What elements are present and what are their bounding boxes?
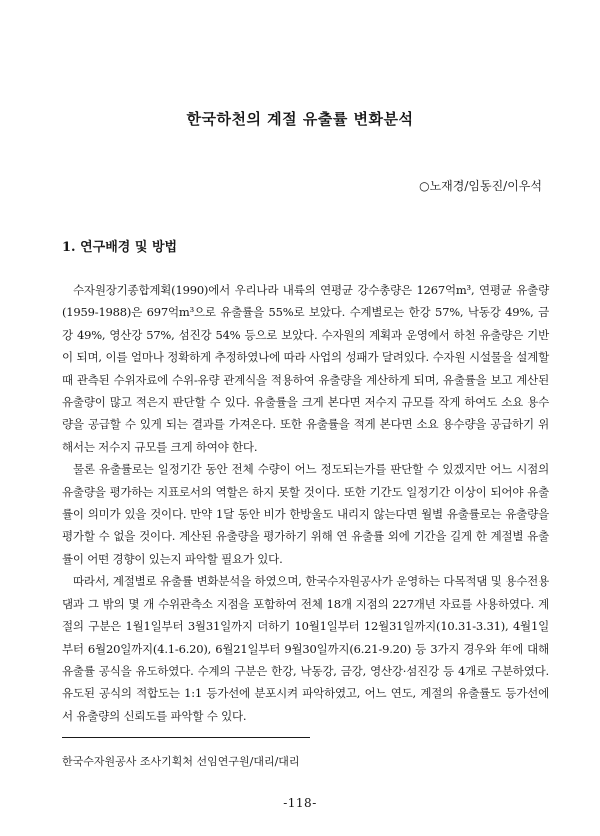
paragraph-1: 수자원장기종합계획(1990)에서 우리나라 내륙의 연평균 강수총량은 1267억m³, 연평균 유출량(1959-1988)은 697억m³으로 유출률을 55%로 보았다. 수계별로는 한강 57%, 낙동강 49%, 금강 49%, 영산강 57%, 섬진강 54% 등으로 보았다. 수자원의 계획과 운영에서 하천 유출량은 기반이 되며, 이를 얼마나 정확하게 추정하였나에 따라 사업의 성패가 달려있다. 수자원 시설물을 설계할 때 관측된 수위자료에 수위-유량 관계식을 적용하여 유출량을 계산하게 되며, 유출률을 보고 계산된 유출량이 많고 적은지 판단할 수 있다. 유출률을 크게 본다면 저수지 규모를 작게 하여도 소요 용수량을 공급할 수 있게 되는 결과를 가져온다. 또한 유출률을 적게 본다면 소요 용수량을 공급하기 위해서는 저수지 규모를 크게 하여야 한다. <box>62 283 549 454</box>
paper-title: 한국하천의 계절 유출률 변화분석 <box>186 110 414 128</box>
body-text <box>62 279 549 727</box>
paragraph-2: 물론 유출률로는 일정기간 동안 전체 수량이 어느 정도되는가를 판단할 수 있겠지만 어느 시점의 유출량을 평가하는 지표로서의 역할은 하지 못할 것이다. 또한 기간도 일정기간 이상이 되어야 유출률이 의미가 있을 것이다. 만약 1달 동안 비가 한방울도 내리지 않는다면 월별 유출률로는 유출량을 평가할 수 없을 것이다. 계산된 유출량을 평가하기 위해 연 유출률 외에 기간을 길게 한 계절별 유출률이 어떤 경향이 있는지 파악할 필요가 있다. <box>62 462 549 566</box>
footnote: 한국수자원공사 조사기획처 선임연구원/대리/대리 <box>62 755 300 768</box>
page-number: -118- <box>283 796 317 810</box>
paragraph-3: 따라서, 계절별로 유출률 변화분석을 하였으며, 한국수자원공사가 운영하는 다목적댐 및 용수전용댐과 그 밖의 몇 개 수위관측소 지점을 포함하여 전체 18개 지점의 227개년 자료를 사용하였다. 계절의 구분은 1월1일부터 3월31일까지 더하기 10월1일부터 12월31일까지(10.31-3.31), 4월1일부터 6월20일까지(4.1-6.20), 6월21일부터 9월30일까지(6.21-9.20) 등 3가지 경우와 年에 대해 유출률 공식을 유도하였다. 수계의 구분은 한강, 낙동강, 금강, 영산강·섬진강 등 4개로 구분하였다. 유도된 공식의 적합도는 1:1 등가선에 분포시켜 파악하였고, 어느 연도, 계절의 유출률도 등가선에서 유출량의 신뢰도를 파악할 수 있다. <box>62 574 549 723</box>
section-heading: 1. 연구배경 및 방법 <box>62 240 178 255</box>
author-list: ○노재경/임동진/이우석 <box>419 179 542 193</box>
footnote-divider <box>62 737 310 738</box>
